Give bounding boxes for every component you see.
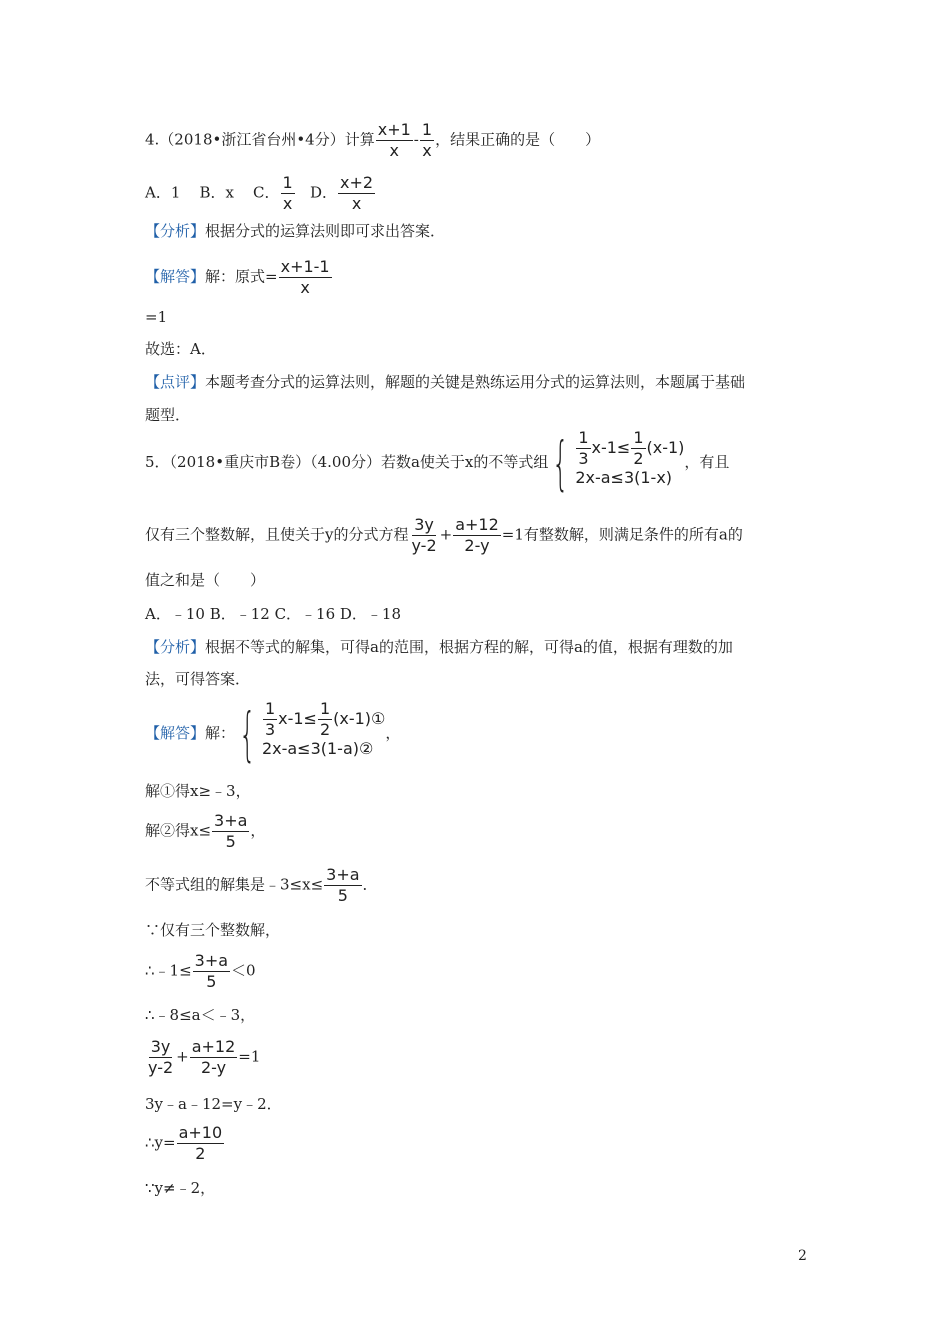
q5-step8: 3y﹣a﹣12=y﹣2．	[145, 1095, 282, 1113]
fraction: $\frac{1}{2}$	[633, 427, 644, 468]
left-brace: {	[239, 700, 256, 768]
q5-stem-line3: 值之和是（ ）	[145, 571, 266, 589]
fraction: $\frac{3+a}{5}$	[326, 865, 360, 905]
q4-options: A．1 B．x C． $\frac{1}{x}$ D． $\frac{x+2}{x}$	[145, 173, 374, 213]
fraction: $\frac{1}{2}$	[319, 698, 331, 739]
fraction: $\frac{1}{3}$	[578, 427, 589, 468]
q5-stem-line2: 仅有三个整数解，且使关于y的分式方程 $\frac{3y}{y-2}$ + $\frac{a+12}{2-y}$ =1有整数解，则满足条件的所有a的	[145, 515, 743, 555]
q5-step10: ∵y≠﹣2，	[145, 1179, 216, 1197]
q5-step9: ∴y= $\frac{a+10}{2}$	[145, 1123, 223, 1163]
fraction: $\frac{a+10}{2}$	[178, 1123, 223, 1163]
q5-solution: 【解答】解： { $\frac{1}{3}$ x-1≤ $\frac{1}{2}$ (x-1)① 2x-a≤3(1-a)② ，	[145, 698, 401, 768]
fraction: $\frac{a+12}{2-y}$	[455, 515, 499, 555]
q4-choice: 故选：A．	[145, 340, 216, 358]
fraction: $\frac{1}{3}$	[264, 698, 276, 739]
q4-comment: 【点评】本题考查分式的运算法则，解题的关键是熟练运用分式的运算法则，本题属于基础	[145, 373, 746, 391]
q4-stem: 4.（2018•浙江省台州•4分）计算 $\frac{x+1}{x}$ - $\frac{1}{x}$ ，结果正确的是（ ）	[145, 120, 601, 160]
fraction: $\frac{3+a}{5}$	[214, 811, 248, 851]
fraction: $\frac{x+1-1}{x}$	[280, 257, 330, 297]
left-brace: {	[552, 429, 570, 497]
q5-step1: 解①得x≥﹣3，	[145, 782, 251, 800]
fraction: $\frac{x+2}{x}$	[340, 173, 374, 213]
q5-step4: ∵仅有三个整数解，	[145, 921, 281, 939]
fraction: $\frac{a+12}{2-y}$	[191, 1037, 236, 1077]
inequality-system: { $\frac{1}{3}$ x-1≤ $\frac{1}{2}$ (x-1) 2x-a≤3(1-x)	[552, 427, 685, 497]
fraction: $\frac{3y}{y-2}$	[411, 515, 437, 555]
q4-analysis: 【分析】根据分式的运算法则即可求出答案．	[145, 222, 446, 240]
page-number: 2	[798, 1248, 807, 1264]
q5-analysis-line2: 法，可得答案．	[145, 670, 251, 688]
q5-step5: ∴﹣1≤ $\frac{3+a}{5}$ ＜0	[145, 951, 256, 991]
fraction: $\frac{1}{x}$	[421, 120, 433, 160]
fraction: $\frac{1}{x}$	[282, 173, 293, 213]
q5-step2: 解②得x≤ $\frac{3+a}{5}$ ，	[145, 811, 266, 851]
q5-step3: 不等式组的解集是﹣3≤x≤ $\frac{3+a}{5}$ ．	[145, 865, 378, 905]
q4-solution: 【解答】解：原式= $\frac{x+1-1}{x}$	[145, 257, 330, 297]
fraction: $\frac{3y}{y-2}$	[148, 1037, 174, 1077]
q5-stem: 5．（2018•重庆市B卷）（4.00分）若数a使关于x的不等式组 { $\frac{1}{3}$ x-1≤ $\frac{1}{2}$ (x-1) 2x-a≤3(1-x) ，有且	[145, 427, 730, 497]
q5-options: A．﹣10 B．﹣12 C．﹣16 D．﹣18	[145, 605, 402, 623]
q4-comment-line2: 题型．	[145, 406, 191, 424]
q4-result: =1	[145, 308, 168, 326]
inequality-system: { $\frac{1}{3}$ x-1≤ $\frac{1}{2}$ (x-1)① 2x-a≤3(1-a)②	[239, 698, 386, 768]
fraction: $\frac{3+a}{5}$	[194, 951, 229, 991]
fraction: $\frac{x+1}{x}$	[377, 120, 411, 160]
q5-step7: $\frac{3y}{y-2}$ + $\frac{a+12}{2-y}$ =1	[148, 1037, 261, 1077]
q5-analysis: 【分析】根据不等式的解集，可得a的范围，根据方程的解，可得a的值，根据有理数的加	[145, 638, 733, 656]
q5-step6: ∴﹣8≤a＜﹣3，	[145, 1006, 256, 1024]
